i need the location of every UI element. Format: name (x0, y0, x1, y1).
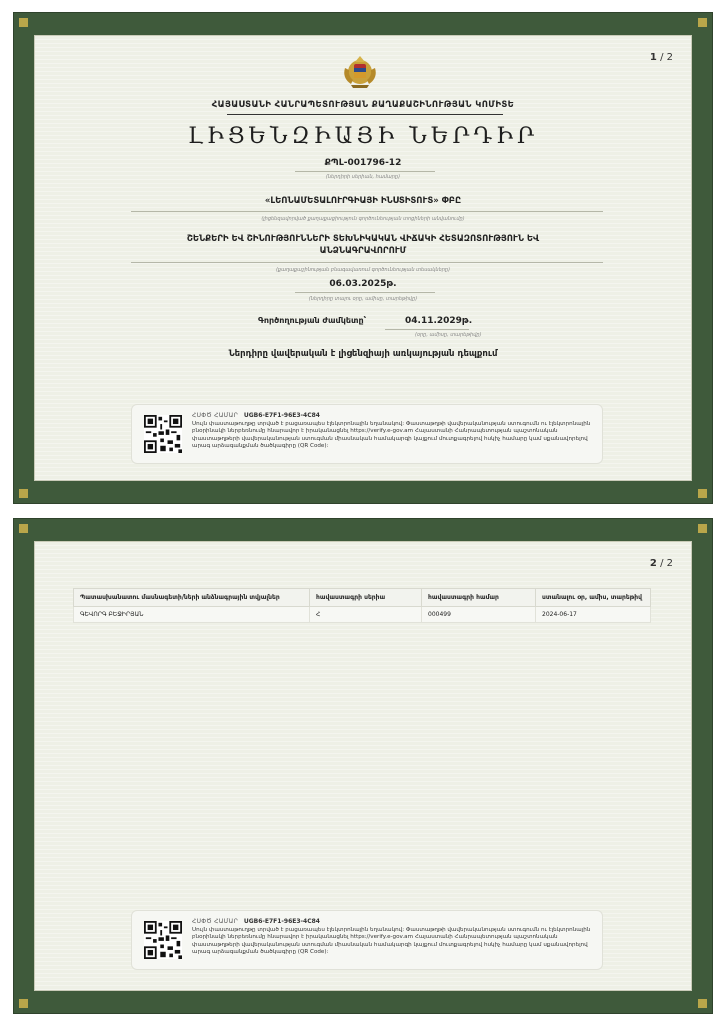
certificate-date: 2024-06-17 (536, 607, 651, 623)
corner-ornament (19, 489, 28, 498)
document-body (34, 35, 692, 481)
validity-hint: (օրը, ամիսը, տարեթիվը) (415, 332, 482, 338)
page-number-current: 1 (649, 52, 657, 63)
table-header-cell: հավաստագրի համար (422, 589, 536, 607)
page-number-total: / 2 (660, 558, 673, 569)
verification-code: UGB6-E7F1-96E3-4C84 (243, 412, 320, 419)
armenia-coat-of-arms-icon (339, 50, 381, 92)
specialists-table (73, 588, 651, 623)
verification-code: UGB6-E7F1-96E3-4C84 (243, 918, 320, 925)
license-page-2 (13, 518, 713, 1014)
verification-text-block (192, 918, 592, 957)
verification-code-label: ՀՍՓԾ ՀԱՄԱՐ (192, 918, 239, 925)
qr-code-icon[interactable] (144, 415, 182, 453)
corner-ornament (698, 489, 707, 498)
validity-date: 04.11.2029թ. (405, 316, 473, 326)
qr-code-icon[interactable] (144, 921, 182, 959)
page-number (650, 52, 673, 63)
divider (385, 329, 469, 330)
verification-instructions: Սույն փաստաթուղթը տրված է բացառապես էլեկտրոնային եղանակով: Փաստաթղթի վավերականության ստուգումն ու էլեկտրոնային բնօրինակի ներբեռնումը հնարավոր է իրականացնել https://verify.e-gov.am Հայաստանի Հանրապետության պաշտոնական փաստաթղթերի վավերականության ստուգման միասնական համակարգի կայքում մուտքագրելով հսկիչ համարը կամ սքանավորելով արագ արձագանքման ծածկագիրը (QR Code): (192, 420, 591, 450)
divider (131, 211, 603, 212)
page-number-current: 2 (649, 558, 657, 569)
corner-ornament (19, 18, 28, 27)
table-header-cell: Պատասխանատու մասնագետի/ների անձնագրային տվյալներ (74, 589, 310, 607)
page-number (650, 558, 673, 569)
validity-note: Ներդիրը վավերական է լիցենզիայի առկայության դեպքում (228, 349, 498, 359)
verification-instructions: Սույն փաստաթուղթը տրված է բացառապես էլեկտրոնային եղանակով: Փաստաթղթի վավերականության ստուգումն ու էլեկտրոնային բնօրինակի ներբեռնումը հնարավոր է իրականացնել https://verify.e-gov.am Հայաստանի Հանրապետության պաշտոնական փաստաթղթերի վավերականության ստուգման միասնական համակարգի կայքում մուտքագրելով հսկիչ համարը կամ սքանավորելով արագ արձագանքման ծածկագիրը (QR Code): (192, 926, 591, 956)
table-header-row (74, 589, 651, 607)
certificate-series: Հ (310, 607, 422, 623)
divider (131, 262, 603, 263)
license-number: ՔՊԼ-001796-12 (324, 158, 402, 168)
committee-underline (227, 114, 503, 115)
validity-label: Գործողության ժամկետը՝ (258, 316, 367, 325)
issue-date-hint: (ներդիրը տալու օրը, ամիսը, տարեթիվը) (308, 296, 418, 302)
activity-hint: (քաղաքաշինության բնագավառում գործունեության տեսակները) (275, 267, 451, 273)
specialist-name: ԳԵՎՈՐԳ ԲԵՋԻՐՅԱՆ (74, 607, 310, 623)
corner-ornament (698, 999, 707, 1008)
page-number-total: / 2 (660, 52, 673, 63)
corner-ornament (698, 524, 707, 533)
verification-box (131, 404, 603, 464)
corner-ornament (698, 18, 707, 27)
corner-ornament (19, 524, 28, 533)
license-page-1 (13, 12, 713, 504)
document-title: ԼԻՑԵՆԶԻԱՅԻ ՆԵՐԴԻՐ (187, 124, 539, 149)
activity-type: ՇԵՆՔԵՐԻ ԵՎ ՇԻՆՈՒԹՅՈՒՆՆԵՐԻ ՏԵԽՆԻԿԱԿԱՆ ՎԻՃԱԿԻ ՀԵՏԱԶՈՏՈՒԹՅՈՒՆ ԵՎ ԱՆՁՆԱԳՐԱՎՈՐՈՒՄ (186, 234, 540, 256)
organization-hint: (լիցենզավորված քաղաքացիություն գործունեության տոցիների անվանումը) (261, 216, 465, 222)
organization-name: «ԼԵՈՆԱՄԵՏԱԼՈՒՐԳԻԱՅԻ ԻՆՍՏԻՏՈՒՏ» ՓԲԸ (264, 196, 462, 206)
document-body (34, 541, 692, 991)
table-header-cell: հավաստագրի սերիա (310, 589, 422, 607)
issuing-committee: ՀԱՅԱՍՏԱՆԻ ՀԱՆՐԱՊԵՏՈՒԹՅԱՆ ՔԱՂԱՔԱՇԻՆՈՒԹՅԱՆ ԿՈՄԻՏԵ (211, 100, 515, 110)
verification-code-label: ՀՍՓԾ ՀԱՄԱՐ (192, 412, 239, 419)
certificate-number: 000499 (422, 607, 536, 623)
corner-ornament (19, 999, 28, 1008)
table-row (74, 607, 651, 623)
issue-date: 06.03.2025թ. (329, 279, 397, 289)
divider (295, 292, 435, 293)
divider (295, 171, 435, 172)
license-number-hint: (ներդիրի սերիան, համարը) (325, 174, 401, 180)
verification-text-block (192, 412, 592, 451)
verification-box (131, 910, 603, 970)
table-header-cell: ստանալու օր, ամիս, տարեթիվ (536, 589, 651, 607)
